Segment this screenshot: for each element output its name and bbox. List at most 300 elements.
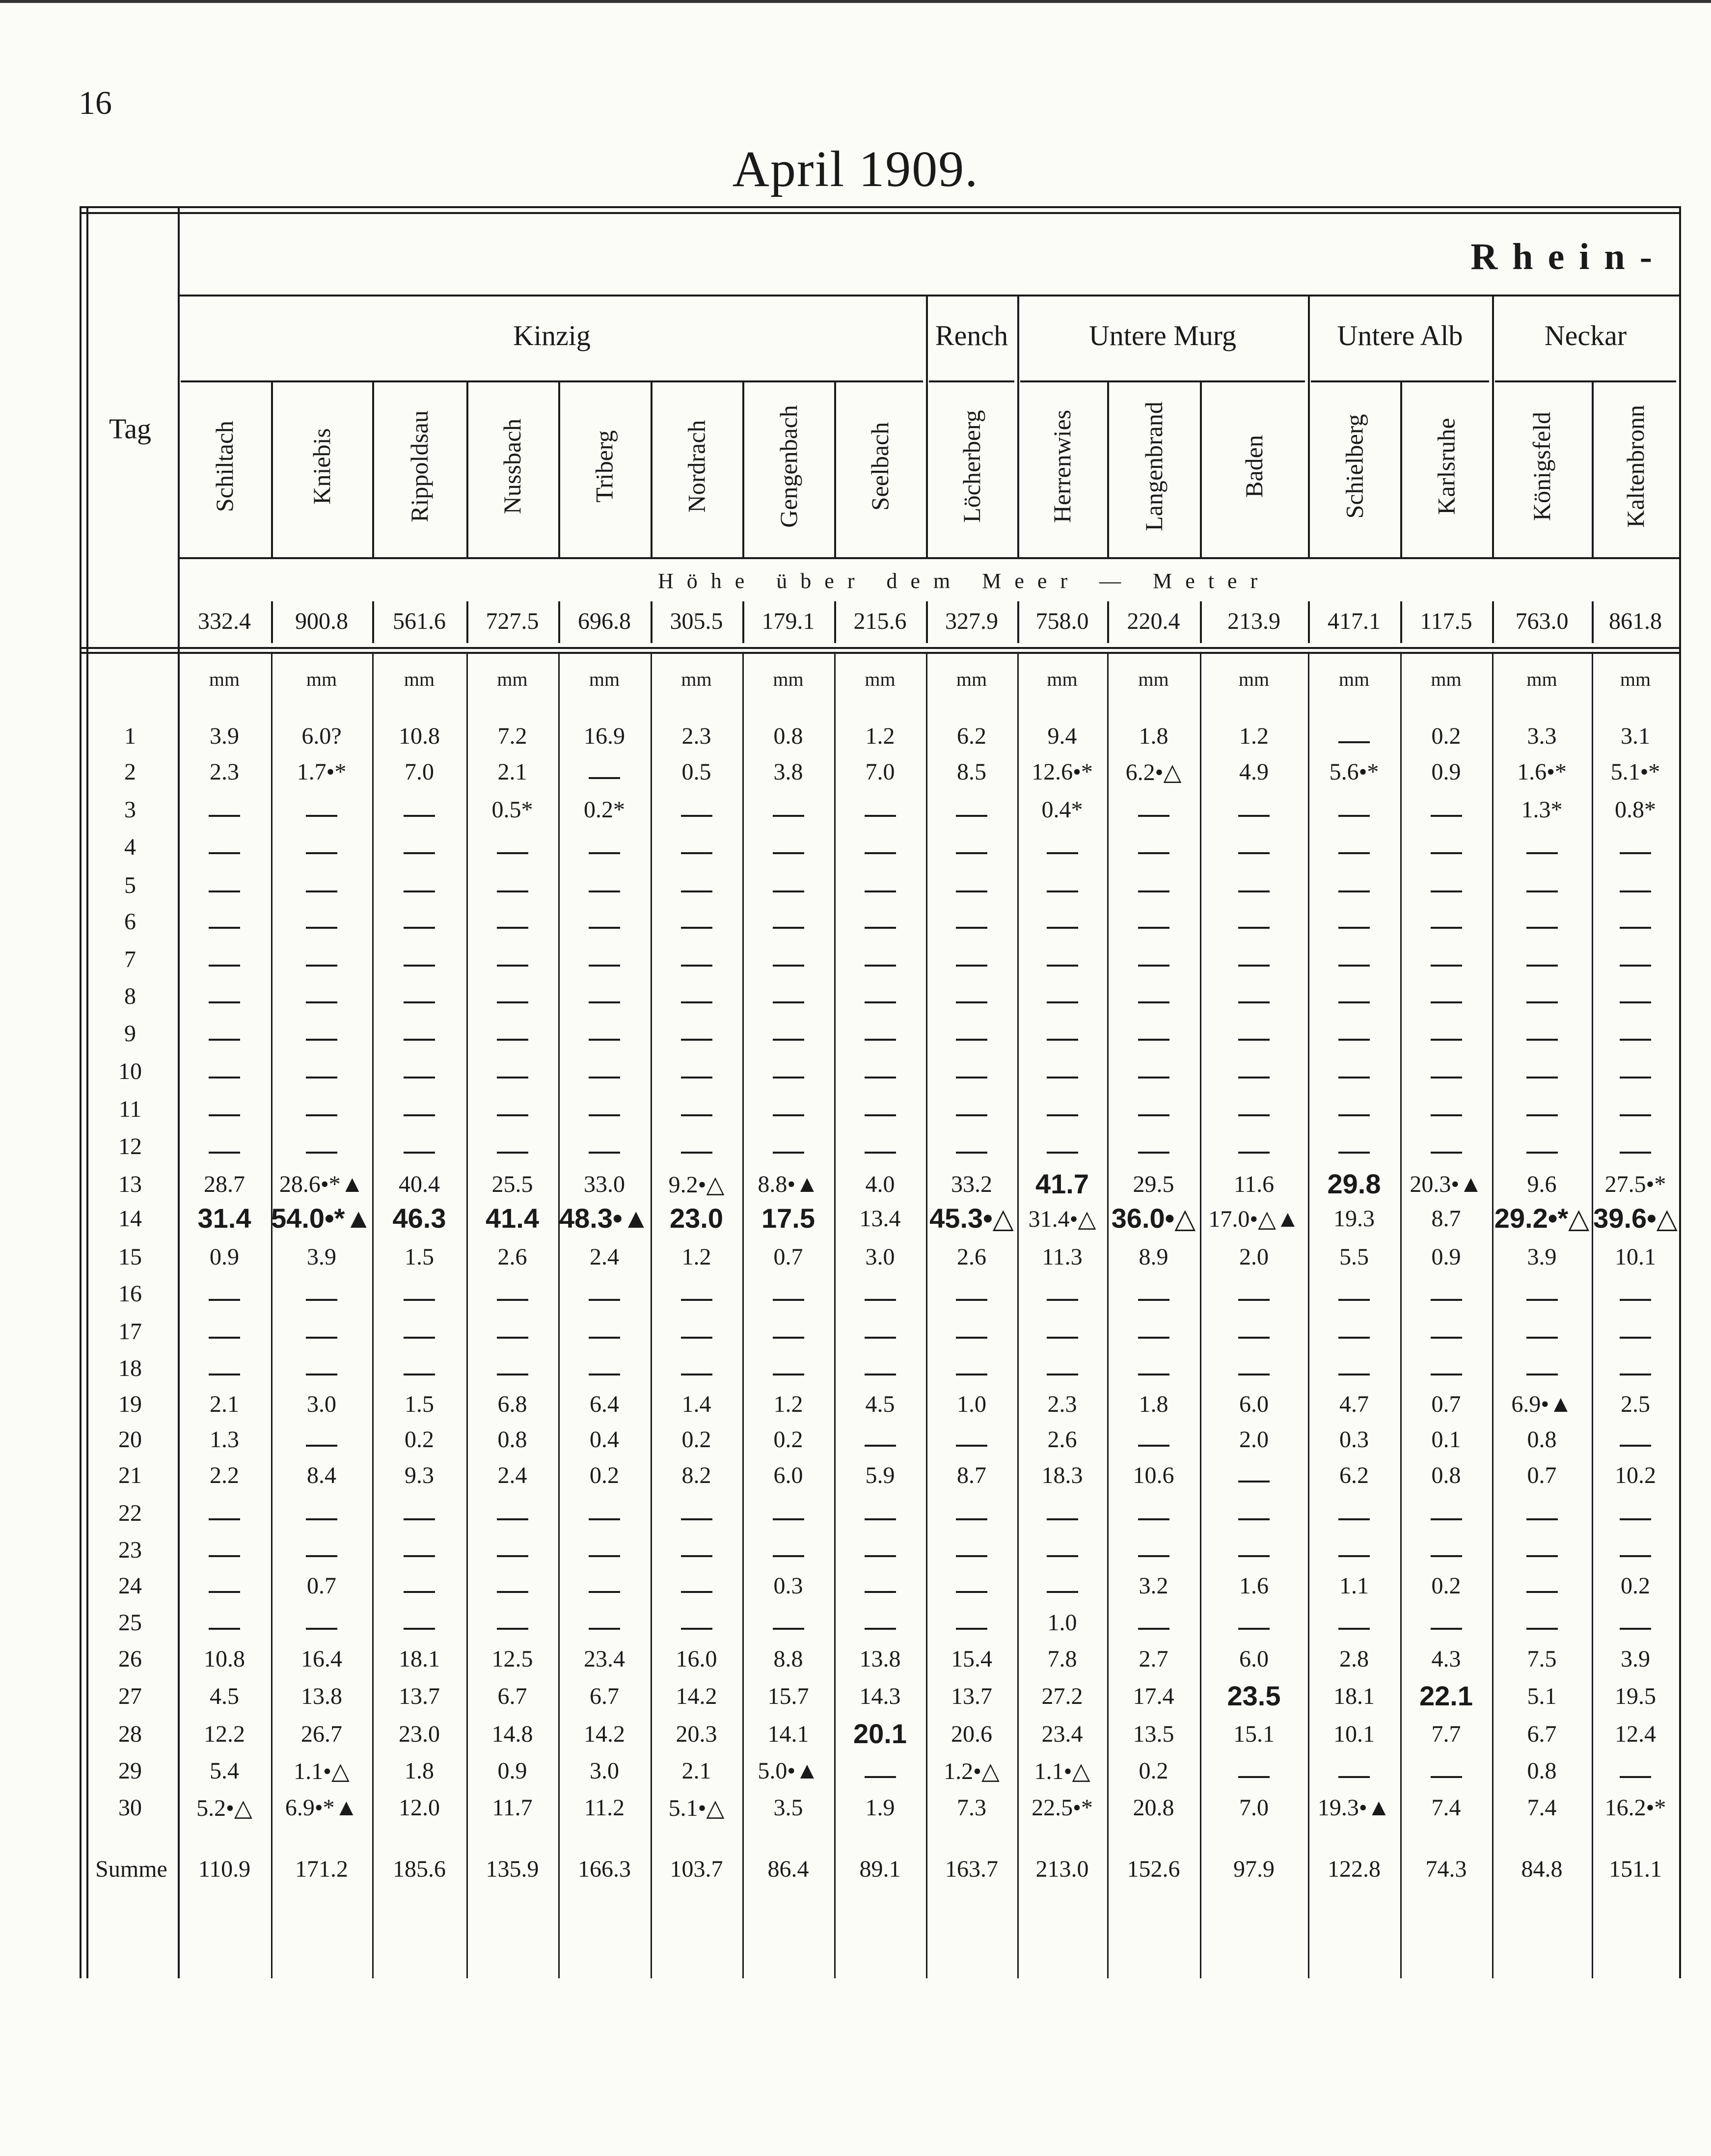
empty-dash xyxy=(1200,1137,1308,1164)
precip-value: 3.5 xyxy=(773,1795,803,1821)
height-divider xyxy=(834,601,836,643)
day-number: 16 xyxy=(118,1281,142,1307)
dash-mark xyxy=(497,965,528,967)
precip-value: 0.8 xyxy=(497,1427,527,1453)
precip-value: 1.2 xyxy=(773,1391,803,1417)
dash-mark xyxy=(1138,965,1169,967)
empty-dash xyxy=(742,912,834,939)
dash-mark xyxy=(1431,1776,1462,1778)
empty-dash xyxy=(742,1540,834,1567)
dash-mark xyxy=(589,1555,620,1557)
station-height: 727.5 xyxy=(486,608,539,634)
station-name xyxy=(558,388,651,545)
precip-value: 1.1•△ xyxy=(294,1758,350,1784)
empty-dash xyxy=(834,1761,926,1788)
dash-mark xyxy=(1431,1299,1462,1301)
dash-mark xyxy=(1338,1337,1370,1339)
unit-label: mm xyxy=(1047,668,1078,690)
dash-mark xyxy=(1338,1039,1370,1041)
precip-value: 20.3 xyxy=(676,1721,717,1747)
dash-mark xyxy=(1138,1374,1169,1375)
precip-value: 3.0 xyxy=(865,1244,895,1270)
station-divider xyxy=(651,380,652,557)
empty-dash xyxy=(1107,1540,1200,1567)
dash-mark xyxy=(1526,1114,1558,1116)
empty-dash xyxy=(558,1613,651,1640)
empty-dash xyxy=(1492,1504,1592,1531)
station-divider xyxy=(1592,380,1594,557)
station-sum: 185.6 xyxy=(393,1856,446,1882)
precip-value: 0.8 xyxy=(1431,1462,1461,1488)
precip-value: 5.2•△ xyxy=(196,1795,252,1821)
dash-mark xyxy=(1526,1152,1558,1154)
dash-mark xyxy=(1047,1077,1078,1078)
dash-mark xyxy=(865,965,896,967)
precip-value: 36.0•△ xyxy=(1111,1203,1196,1234)
empty-dash xyxy=(1400,1540,1492,1567)
height-divider xyxy=(271,601,273,643)
dash-mark xyxy=(681,1591,712,1593)
empty-dash xyxy=(1400,1100,1492,1127)
empty-dash xyxy=(1492,1540,1592,1567)
dash-mark xyxy=(865,1077,896,1078)
dash-mark xyxy=(956,1518,987,1520)
precip-value: 1.2•△ xyxy=(944,1758,1000,1784)
precip-value: 26.7 xyxy=(301,1721,342,1747)
empty-dash xyxy=(466,1284,558,1311)
empty-dash xyxy=(271,1137,372,1164)
empty-dash xyxy=(466,1613,558,1640)
precip-value: 0.8* xyxy=(1615,797,1656,823)
unit-label: mm xyxy=(1338,668,1370,690)
day-number: 5 xyxy=(124,872,136,898)
basin-rule xyxy=(929,380,1014,382)
precip-value: 6.7 xyxy=(590,1683,619,1709)
empty-dash xyxy=(742,1284,834,1311)
height-divider xyxy=(1107,601,1109,643)
empty-dash xyxy=(178,950,271,977)
precip-value: 12.5 xyxy=(491,1646,533,1672)
dash-mark xyxy=(497,1555,528,1557)
precip-value: 23.4 xyxy=(1041,1721,1083,1747)
table-top-rule-inner xyxy=(80,212,1679,214)
station-height: 561.6 xyxy=(393,608,446,634)
precip-value: 10.1 xyxy=(1333,1721,1375,1747)
dash-mark xyxy=(497,1152,528,1154)
station-divider xyxy=(1308,380,1310,557)
precip-value: 2.2 xyxy=(210,1462,239,1488)
dash-mark xyxy=(209,852,240,854)
dash-mark xyxy=(404,1152,435,1154)
empty-dash xyxy=(1400,1359,1492,1386)
dash-mark xyxy=(306,852,337,854)
dash-mark xyxy=(773,927,804,929)
empty-dash xyxy=(1017,1359,1107,1386)
empty-dash xyxy=(1308,1100,1400,1127)
station-divider xyxy=(1200,380,1202,557)
precip-value: 16.4 xyxy=(301,1646,342,1672)
empty-dash xyxy=(178,1024,271,1051)
empty-dash xyxy=(651,1137,742,1164)
empty-dash xyxy=(1107,876,1200,903)
dash-mark xyxy=(956,1039,987,1041)
empty-dash xyxy=(1017,1322,1107,1349)
dash-mark xyxy=(956,1628,987,1630)
empty-dash xyxy=(466,1540,558,1567)
dash-mark xyxy=(306,1337,337,1339)
dash-mark xyxy=(1620,1374,1651,1375)
precip-value: 13.4 xyxy=(859,1206,901,1232)
empty-dash xyxy=(1107,837,1200,864)
precip-value: 7.2 xyxy=(497,723,527,749)
dash-mark xyxy=(209,1001,240,1003)
day-number: 19 xyxy=(118,1391,142,1417)
precip-value: 0.7 xyxy=(1431,1391,1461,1417)
precip-value: 1.9 xyxy=(865,1795,895,1821)
empty-dash xyxy=(1107,987,1200,1014)
dash-mark xyxy=(1526,1077,1558,1078)
precip-value: 4.7 xyxy=(1339,1391,1369,1417)
dash-mark xyxy=(1431,1152,1462,1154)
empty-dash xyxy=(1492,987,1592,1014)
dash-mark xyxy=(497,1337,528,1339)
empty-dash xyxy=(271,1024,372,1051)
precip-value: 6.9•▲ xyxy=(1511,1391,1573,1417)
precip-value: 0.9 xyxy=(1431,759,1461,785)
empty-dash xyxy=(926,1359,1017,1386)
station-divider xyxy=(1107,380,1109,557)
empty-dash xyxy=(1200,987,1308,1014)
precip-value: 4.0 xyxy=(865,1171,895,1197)
dash-mark xyxy=(497,1374,528,1375)
dash-mark xyxy=(1047,1001,1078,1003)
dash-mark xyxy=(209,1591,240,1593)
day-number: 20 xyxy=(118,1427,142,1453)
dash-mark xyxy=(773,1001,804,1003)
unit-label: mm xyxy=(1526,668,1557,690)
precip-value: 2.1 xyxy=(210,1391,239,1417)
precip-value: 4.5 xyxy=(210,1683,239,1709)
dash-mark xyxy=(209,1152,240,1154)
station-height: 305.5 xyxy=(670,608,723,634)
dash-mark xyxy=(956,965,987,967)
unit-label: mm xyxy=(865,668,896,690)
dash-mark xyxy=(1047,927,1078,929)
empty-dash xyxy=(372,950,466,977)
empty-dash xyxy=(926,1062,1017,1089)
dash-mark xyxy=(1526,1628,1558,1630)
precip-value: 18.1 xyxy=(399,1646,440,1672)
precip-value: 0.8 xyxy=(773,723,803,749)
dash-mark xyxy=(1338,815,1370,817)
empty-dash xyxy=(1592,1024,1679,1051)
empty-dash xyxy=(1200,950,1308,977)
dash-mark xyxy=(865,890,896,892)
dash-mark xyxy=(1431,1518,1462,1520)
data-top-rule-inner xyxy=(80,652,1679,654)
empty-dash xyxy=(178,876,271,903)
dash-mark xyxy=(1238,1152,1270,1154)
station-name-text: Schielberg xyxy=(1340,414,1368,519)
empty-dash xyxy=(1592,1284,1679,1311)
precip-value: 28.7 xyxy=(204,1171,245,1197)
dash-mark xyxy=(1047,1152,1078,1154)
dash-mark xyxy=(1620,927,1651,929)
empty-dash xyxy=(1107,1504,1200,1531)
empty-dash xyxy=(372,1137,466,1164)
empty-dash xyxy=(742,1062,834,1089)
empty-dash xyxy=(1107,1322,1200,1349)
dash-mark xyxy=(773,1114,804,1116)
empty-dash xyxy=(558,1024,651,1051)
empty-dash xyxy=(1308,1024,1400,1051)
precip-value: 46.3 xyxy=(392,1203,446,1234)
precip-value: 22.5•* xyxy=(1032,1795,1093,1821)
precip-value: 8.7 xyxy=(957,1462,986,1488)
precip-value: 1.3* xyxy=(1521,797,1563,823)
empty-dash xyxy=(178,1322,271,1349)
dash-mark xyxy=(404,1077,435,1078)
precip-value: 6.7 xyxy=(497,1683,527,1709)
empty-dash xyxy=(372,800,466,827)
empty-dash xyxy=(926,1322,1017,1349)
precip-value: 16.0 xyxy=(676,1646,717,1672)
dash-mark xyxy=(1620,1299,1651,1301)
dash-mark xyxy=(1238,965,1270,967)
empty-dash xyxy=(1200,1322,1308,1349)
empty-dash xyxy=(1400,1322,1492,1349)
station-height: 696.8 xyxy=(578,608,631,634)
precip-value: 2.0 xyxy=(1239,1244,1269,1270)
station-divider xyxy=(834,380,836,557)
empty-dash xyxy=(651,950,742,977)
station-divider xyxy=(372,380,374,557)
empty-dash xyxy=(926,1504,1017,1531)
empty-dash xyxy=(372,1613,466,1640)
empty-dash xyxy=(178,1100,271,1127)
dash-mark xyxy=(1338,1555,1370,1557)
dash-mark xyxy=(589,1114,620,1116)
day-number: 9 xyxy=(124,1021,136,1047)
dash-mark xyxy=(209,1555,240,1557)
empty-dash xyxy=(1017,1100,1107,1127)
station-name xyxy=(1492,388,1592,545)
empty-dash xyxy=(178,912,271,939)
station-name-text: Karlsruhe xyxy=(1432,418,1460,515)
empty-dash xyxy=(271,1359,372,1386)
day-number: 14 xyxy=(118,1206,142,1232)
station-sum: 86.4 xyxy=(767,1856,809,1882)
empty-dash xyxy=(926,1613,1017,1640)
precip-value: 0.4* xyxy=(1041,797,1083,823)
dash-mark xyxy=(1047,1591,1078,1593)
precip-value: 3.9 xyxy=(210,723,239,749)
station-divider xyxy=(1017,380,1019,557)
dash-mark xyxy=(404,1518,435,1520)
dash-mark xyxy=(404,1299,435,1301)
dash-mark xyxy=(589,927,620,929)
empty-dash xyxy=(1107,1100,1200,1127)
empty-dash xyxy=(651,912,742,939)
dash-mark xyxy=(773,1628,804,1630)
dash-mark xyxy=(497,1039,528,1041)
dash-mark xyxy=(306,1114,337,1116)
empty-dash xyxy=(1492,1576,1592,1603)
dash-mark xyxy=(865,1152,896,1154)
precip-value: 7.0 xyxy=(1239,1795,1269,1821)
day-number: 26 xyxy=(118,1646,142,1672)
empty-dash xyxy=(372,876,466,903)
empty-dash xyxy=(178,800,271,827)
precip-value: 2.3 xyxy=(210,759,239,785)
precip-value: 40.4 xyxy=(399,1171,440,1197)
dash-mark xyxy=(865,1445,896,1447)
station-name-text: Triberg xyxy=(590,430,618,503)
dash-mark xyxy=(1431,1337,1462,1339)
height-divider xyxy=(558,601,560,643)
empty-dash xyxy=(651,1284,742,1311)
dash-mark xyxy=(1431,1001,1462,1003)
dash-mark xyxy=(681,815,712,817)
empty-dash xyxy=(372,1024,466,1051)
precip-value: 8.2 xyxy=(681,1462,711,1488)
dash-mark xyxy=(306,815,337,817)
empty-dash xyxy=(1492,1359,1592,1386)
height-divider xyxy=(466,601,468,643)
station-sum: 84.8 xyxy=(1521,1856,1563,1882)
dash-mark xyxy=(209,1337,240,1339)
dash-mark xyxy=(1238,1555,1270,1557)
dash-mark xyxy=(773,1518,804,1520)
precip-value: 11.7 xyxy=(492,1795,533,1821)
station-name xyxy=(1592,388,1679,545)
precip-value: 6.0 xyxy=(1239,1391,1269,1417)
precip-value: 1.1•△ xyxy=(1034,1758,1090,1784)
day-number: 24 xyxy=(118,1573,142,1599)
precip-value: 12.6•* xyxy=(1032,759,1093,785)
precip-value: 0.9 xyxy=(1431,1244,1461,1270)
station-name xyxy=(1107,388,1200,545)
empty-dash xyxy=(1107,912,1200,939)
precip-value: 27.5•* xyxy=(1604,1171,1666,1197)
empty-dash xyxy=(1492,1284,1592,1311)
dash-mark xyxy=(1238,1114,1270,1116)
dash-mark xyxy=(589,1337,620,1339)
empty-dash xyxy=(834,1322,926,1349)
dash-mark xyxy=(1431,1555,1462,1557)
station-sum: 163.7 xyxy=(945,1856,998,1882)
empty-dash xyxy=(651,1100,742,1127)
unit-label: mm xyxy=(1620,668,1651,690)
empty-dash xyxy=(558,1540,651,1567)
precip-value: 0.2 xyxy=(1139,1758,1168,1784)
dash-mark xyxy=(1138,1001,1169,1003)
empty-dash xyxy=(1017,1062,1107,1089)
precip-value: 5.1 xyxy=(1527,1683,1557,1709)
dash-mark xyxy=(306,1152,337,1154)
empty-dash xyxy=(651,1062,742,1089)
empty-dash xyxy=(558,1322,651,1349)
precip-value: 8.4 xyxy=(307,1462,336,1488)
dash-mark xyxy=(681,1299,712,1301)
dash-mark xyxy=(681,1001,712,1003)
dash-mark xyxy=(865,852,896,854)
empty-dash xyxy=(178,1576,271,1603)
day-number: 3 xyxy=(124,797,136,823)
precip-value: 0.9 xyxy=(210,1244,239,1270)
dash-mark xyxy=(681,852,712,854)
unit-label: mm xyxy=(497,668,528,690)
dash-mark xyxy=(1138,927,1169,929)
height-divider xyxy=(1492,601,1494,643)
dash-mark xyxy=(306,1299,337,1301)
precip-value: 1.5 xyxy=(405,1391,434,1417)
dash-mark xyxy=(1526,1555,1558,1557)
precip-value: 0.5 xyxy=(681,759,711,785)
empty-dash xyxy=(1017,1540,1107,1567)
dash-mark xyxy=(209,1114,240,1116)
empty-dash xyxy=(1017,1024,1107,1051)
empty-dash xyxy=(271,876,372,903)
precip-value: 2.8 xyxy=(1339,1646,1369,1672)
precip-value: 8.5 xyxy=(957,759,986,785)
dash-mark xyxy=(681,1555,712,1557)
precip-value: 0.7 xyxy=(1527,1462,1557,1488)
empty-dash xyxy=(1400,950,1492,977)
dash-mark xyxy=(1620,1628,1651,1630)
precip-value: 39.6•△ xyxy=(1593,1203,1678,1234)
empty-dash xyxy=(834,876,926,903)
empty-dash xyxy=(178,1359,271,1386)
station-name-text: Seelbach xyxy=(866,422,894,511)
dash-mark xyxy=(1338,1518,1370,1520)
table-right-border xyxy=(1679,206,1681,1978)
precip-value: 2.6 xyxy=(957,1244,986,1270)
precip-value: 5.6•* xyxy=(1329,759,1379,785)
dash-mark xyxy=(1620,1001,1651,1003)
precip-value: 54.0•*▲ xyxy=(271,1203,372,1234)
dash-mark xyxy=(1620,1337,1651,1339)
dash-mark xyxy=(1620,1077,1651,1078)
dash-mark xyxy=(1138,1337,1169,1339)
dash-mark xyxy=(306,1555,337,1557)
station-name xyxy=(1200,388,1308,545)
precip-value: 2.3 xyxy=(681,723,711,749)
precip-value: 1.2 xyxy=(1239,723,1269,749)
day-number: 6 xyxy=(124,909,136,935)
precip-value: 0.3 xyxy=(1339,1427,1369,1453)
dash-mark xyxy=(1138,1077,1169,1078)
station-name-text: Schiltach xyxy=(211,420,238,512)
empty-dash xyxy=(466,1504,558,1531)
precip-value: 9.2•△ xyxy=(668,1172,725,1198)
page-title: April 1909. xyxy=(732,141,979,197)
dash-mark xyxy=(1338,1001,1370,1003)
empty-dash xyxy=(558,762,651,789)
dash-mark xyxy=(1338,927,1370,929)
precip-value: 15.1 xyxy=(1233,1721,1275,1747)
precip-value: 3.0 xyxy=(307,1391,336,1417)
dash-mark xyxy=(681,1077,712,1078)
precip-value: 6.2 xyxy=(957,723,986,749)
unit-label: mm xyxy=(681,668,712,690)
hoehe-label: Höhe über dem Meer — Meter xyxy=(658,569,1271,593)
precip-value: 15.4 xyxy=(951,1646,992,1672)
precip-value: 0.8 xyxy=(1527,1427,1557,1453)
empty-dash xyxy=(1592,1137,1679,1164)
empty-dash xyxy=(1592,1430,1679,1457)
precip-value: 8.7 xyxy=(1431,1206,1461,1232)
